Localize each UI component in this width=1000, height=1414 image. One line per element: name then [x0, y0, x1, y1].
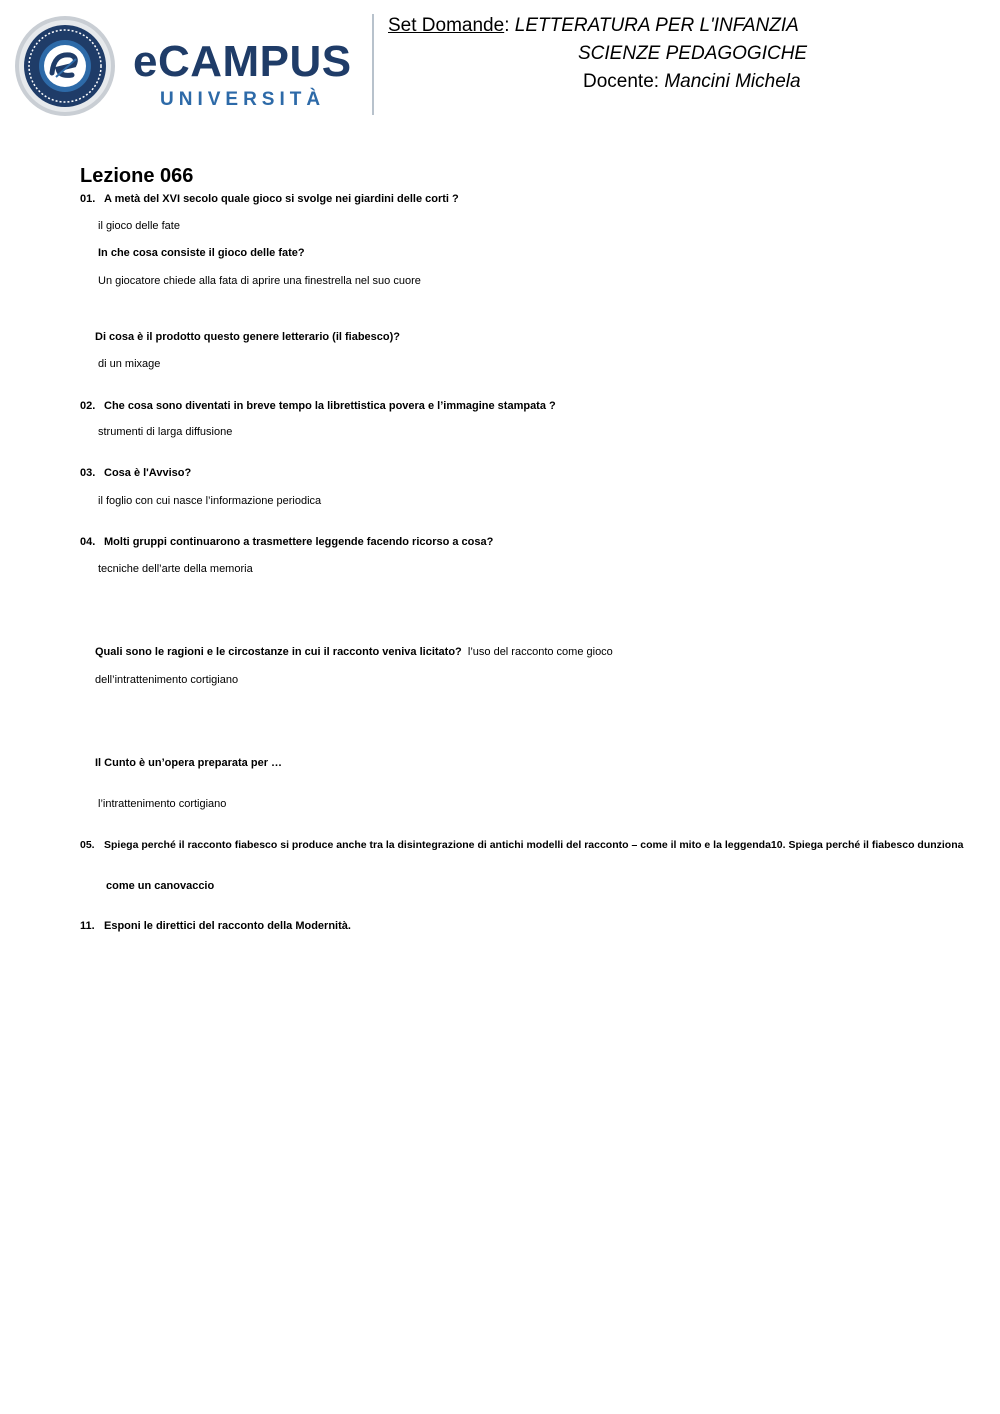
sub-question-4: Il Cunto è un’opera preparata per … — [95, 757, 283, 769]
question-05 — [80, 838, 963, 852]
sub-question-3-text: Quali sono le ragioni e le circostanze in cui il racconto veniva licitato? — [95, 646, 462, 658]
question-11 — [80, 919, 351, 933]
question-text: Esponi le direttici del racconto della Modernità. — [104, 920, 351, 932]
answer-04: tecniche dell’arte della memoria — [98, 563, 253, 575]
sub-question-1: In che cosa consiste il gioco delle fate? — [98, 247, 305, 259]
question-number: 03. — [80, 467, 96, 479]
question-03 — [80, 466, 191, 480]
question-number: 04. — [80, 536, 96, 548]
sub-answer-2: di un mixage — [98, 358, 161, 370]
sub-question-2: Di cosa è il prodotto questo genere letterario (il fiabesco)? — [95, 331, 400, 343]
question-text: Che cosa sono diventati in breve tempo la librettistica povera e l’immagine stampata ? — [104, 400, 556, 412]
question-number: 05. — [80, 839, 95, 851]
teacher-label: Docente: — [583, 71, 660, 92]
faculty-name: SCIENZE PEDAGOGICHE — [578, 43, 808, 64]
answer-03: il foglio con cui nasce l’informazione periodica — [98, 495, 322, 507]
question-05-continuation: come un canovaccio — [106, 880, 215, 892]
logo-wordmark: eCAMPUS — [133, 37, 352, 86]
header-divider — [372, 14, 374, 115]
logo-subtitle: UNIVERSITÀ — [160, 89, 326, 110]
header-course-line: Set Domande: LETTERATURA PER L'INFANZIA — [388, 15, 799, 36]
question-number: 02. — [80, 400, 96, 412]
question-number: 01. — [80, 193, 96, 205]
teacher-name: Mancini Michela — [664, 71, 801, 92]
sub-answer-1: Un giocatore chiede alla fata di aprire una finestrella nel suo cuore — [98, 275, 421, 287]
question-number: 11. — [80, 920, 95, 932]
question-text: A metà del XVI secolo quale gioco si svolge nei giardini delle corti ? — [104, 193, 459, 205]
ecampus-seal-icon — [14, 15, 116, 117]
question-04 — [80, 535, 493, 549]
teacher-line — [583, 70, 801, 94]
sub-question-3 — [95, 645, 613, 659]
question-02 — [80, 399, 556, 413]
sub-answer-3-end: dell’intrattenimento cortigiano — [95, 674, 239, 686]
course-title: LETTERATURA PER L'INFANZIA — [514, 15, 799, 36]
answer-01: il gioco delle fate — [98, 220, 180, 232]
question-01 — [80, 192, 459, 206]
question-text: Spiega perché il racconto fiabesco si produce anche tra la disintegrazione di antichi modelli del racconto – come il mito e la leggenda10. Spiega perché il fiabesco dunziona — [104, 839, 964, 851]
question-text: Cosa è l'Avviso? — [104, 467, 192, 479]
set-label: Set Domande — [388, 15, 505, 36]
answer-02: strumenti di larga diffusione — [98, 426, 233, 438]
sub-answer-3-start: l’uso del racconto come gioco — [467, 646, 613, 658]
sub-answer-4: l’intrattenimento cortigiano — [98, 798, 227, 810]
lesson-title: Lezione 066 — [80, 165, 194, 187]
question-text: Molti gruppi continuarono a trasmettere leggende facendo ricorso a cosa? — [104, 536, 494, 548]
